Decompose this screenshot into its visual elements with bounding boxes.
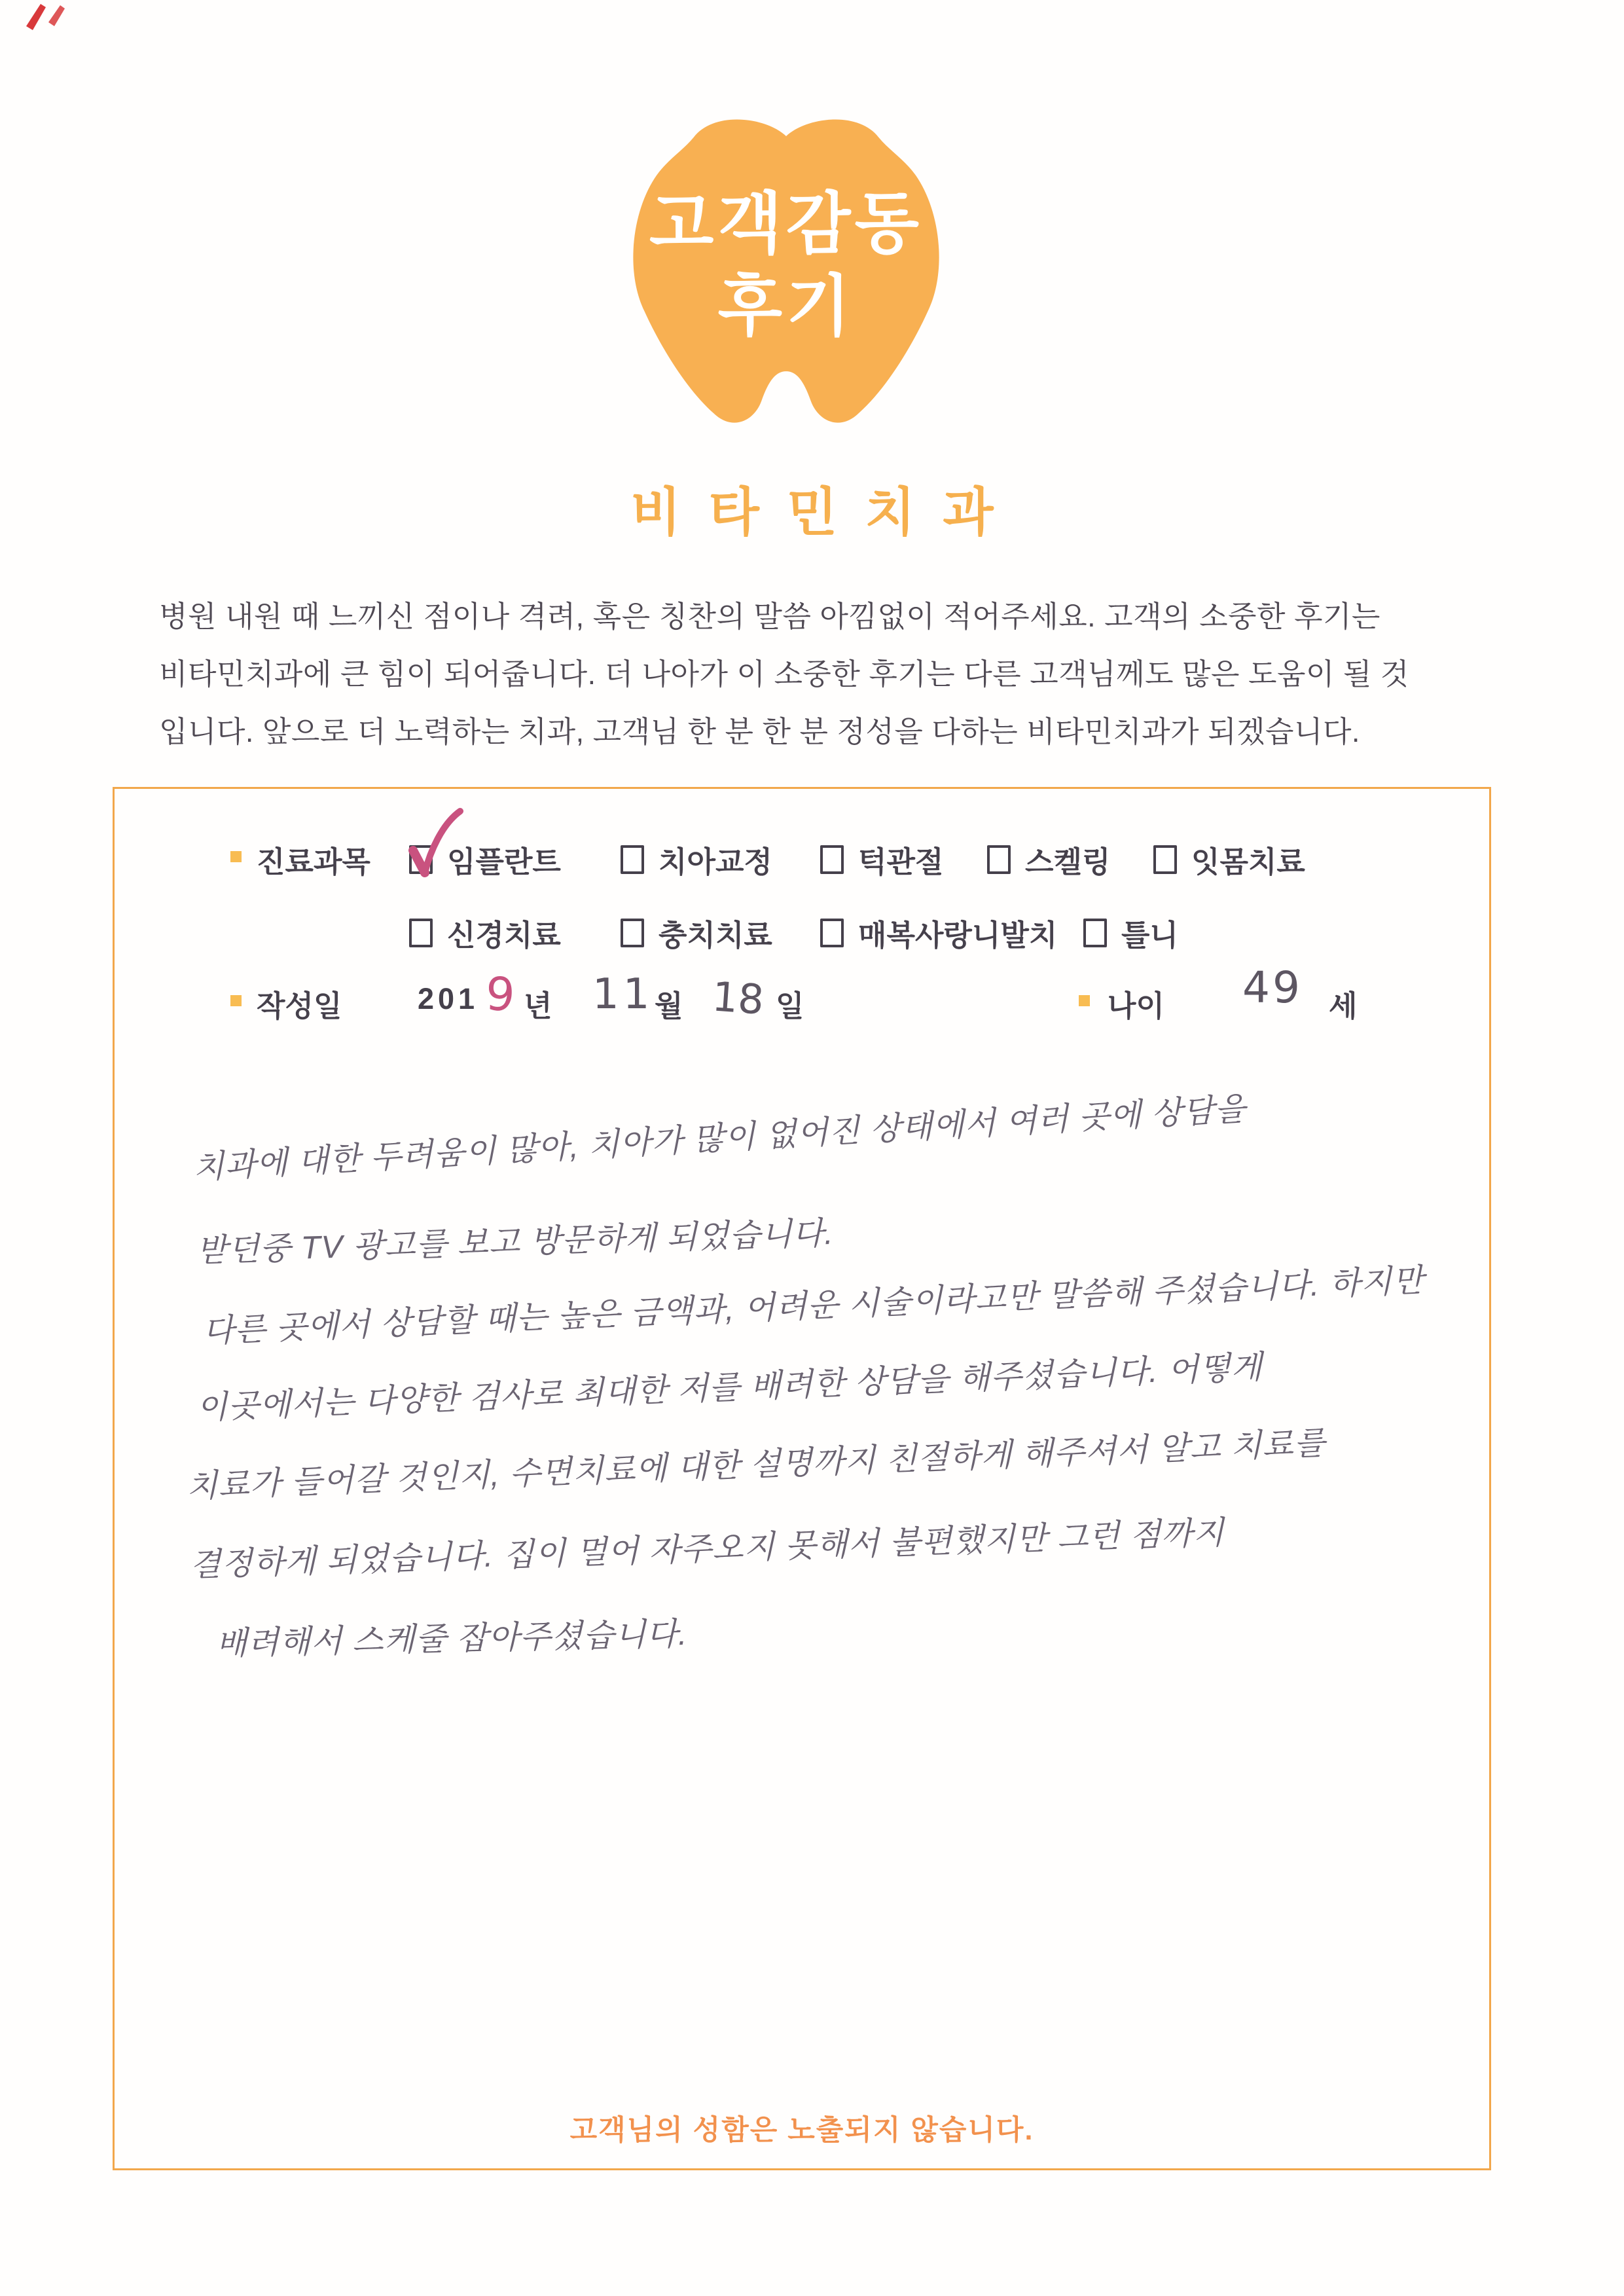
checkbox-item-root-canal bbox=[409, 911, 561, 954]
checkbox-label: 틀니 bbox=[1121, 919, 1178, 952]
handwritten-review-line: 치과에 대한 두려움이 많아, 치아가 많이 없어진 상태에서 여러 곳에 상담을 bbox=[192, 1091, 1248, 1186]
checkbox-item-orthodontics bbox=[621, 838, 772, 881]
age-bullet bbox=[1079, 995, 1090, 1006]
logo-text-line1: 고객감동 bbox=[649, 187, 924, 261]
category-bullet bbox=[230, 851, 242, 862]
checkbox-item-implant bbox=[409, 838, 561, 881]
handwritten-review-line: 치료가 들어갈 것인지, 수면치료에 대한 설명까지 친절하게 해주셔서 알고 치료를 bbox=[186, 1425, 1327, 1504]
handwritten-review-line: 결정하게 되었습니다. 집이 멀어 자주오지 못해서 불편했지만 그런 점까지 bbox=[189, 1515, 1225, 1583]
handwritten-age: 49 bbox=[1242, 962, 1303, 1013]
handwritten-review-line: 받던중 TV 광고를 보고 방문하게 되었습니다. bbox=[196, 1215, 835, 1269]
privacy-note: 고객님의 성함은 노출되지 않습니다. bbox=[569, 2115, 1034, 2146]
checkbox-label: 잇몸치료 bbox=[1191, 845, 1305, 879]
logo-text-line2: 후기 bbox=[717, 269, 855, 344]
handwritten-month: 11 bbox=[592, 970, 654, 1019]
checkbox-label: 매복사랑니발치 bbox=[858, 919, 1058, 952]
date-month-unit: 월 bbox=[655, 989, 683, 1023]
checkbox-item-gum-treatment bbox=[1153, 838, 1305, 881]
checkbox-item-dentures bbox=[1083, 911, 1178, 954]
category-label: 진료과목 bbox=[257, 845, 370, 879]
checkbox-label: 치아교정 bbox=[659, 845, 772, 879]
checkbox-root-canal[interactable] bbox=[409, 919, 433, 947]
date-year-printed: 201 bbox=[418, 982, 479, 1015]
date-day-unit: 일 bbox=[776, 989, 804, 1023]
intro-line: 비타민치과에 큰 힘이 되어줍니다. 더 나아가 이 소중한 후기는 다른 고객님께도 많은 도움이 될 것 bbox=[159, 657, 1409, 691]
clinic-logo-badge bbox=[627, 108, 945, 428]
checkbox-wisdom-tooth[interactable] bbox=[820, 919, 844, 947]
date-year-unit: 년 bbox=[524, 989, 552, 1023]
handwritten-review-line: 이곳에서는 다양한 검사로 최대한 저를 배려한 상담을 해주셨습니다. 어떻게 bbox=[196, 1349, 1263, 1426]
intro-line: 병원 내원 때 느끼신 점이나 격려, 혹은 칭찬의 말씀 아낌없이 적어주세요. 고객의 소중한 후기는 bbox=[159, 600, 1380, 633]
intro-line: 입니다. 앞으로 더 노력하는 치과, 고객님 한 분 한 분 정성을 다하는 비타민치과가 되겠습니다. bbox=[159, 715, 1360, 748]
checkbox-tmj[interactable] bbox=[820, 845, 844, 874]
checkbox-gum-treatment[interactable] bbox=[1153, 845, 1177, 874]
checkbox-label: 스켈링 bbox=[1025, 845, 1111, 879]
checkbox-orthodontics[interactable] bbox=[621, 845, 644, 874]
date-label: 작성일 bbox=[257, 989, 342, 1023]
handwritten-day: 18 bbox=[710, 972, 766, 1024]
scan-artifact-marks bbox=[18, 0, 77, 37]
checkbox-scaling[interactable] bbox=[987, 845, 1011, 874]
checkbox-label: 턱관절 bbox=[858, 845, 944, 879]
intro-paragraph bbox=[159, 588, 1409, 761]
checkbox-label: 임플란트 bbox=[447, 845, 561, 879]
checkbox-item-scaling bbox=[987, 838, 1110, 881]
age-label: 나이 bbox=[1108, 989, 1164, 1023]
handwritten-year-digit: 9 bbox=[484, 966, 516, 1023]
handwritten-review-line: 배려해서 스케줄 잡아주셨습니다. bbox=[215, 1616, 689, 1662]
checkbox-cavity[interactable] bbox=[621, 919, 644, 947]
checkbox-implant[interactable] bbox=[409, 845, 433, 874]
checkbox-dentures[interactable] bbox=[1083, 919, 1107, 947]
checkbox-item-cavity bbox=[621, 911, 772, 954]
checkbox-item-tmj bbox=[820, 838, 943, 881]
pink-checkmark-icon bbox=[405, 807, 471, 881]
handwritten-review-line: 다른 곳에서 상담할 때는 높은 금액과, 어려운 시술이라고만 말씀해 주셨습니다. 하지만 bbox=[202, 1262, 1425, 1349]
checkbox-label: 신경치료 bbox=[447, 919, 561, 952]
checkbox-label: 충치치료 bbox=[659, 919, 772, 952]
age-unit: 세 bbox=[1329, 989, 1358, 1023]
date-bullet bbox=[230, 995, 242, 1006]
clinic-name: 비타민치과 bbox=[630, 483, 1021, 541]
checkbox-item-wisdom-tooth bbox=[820, 911, 1057, 954]
